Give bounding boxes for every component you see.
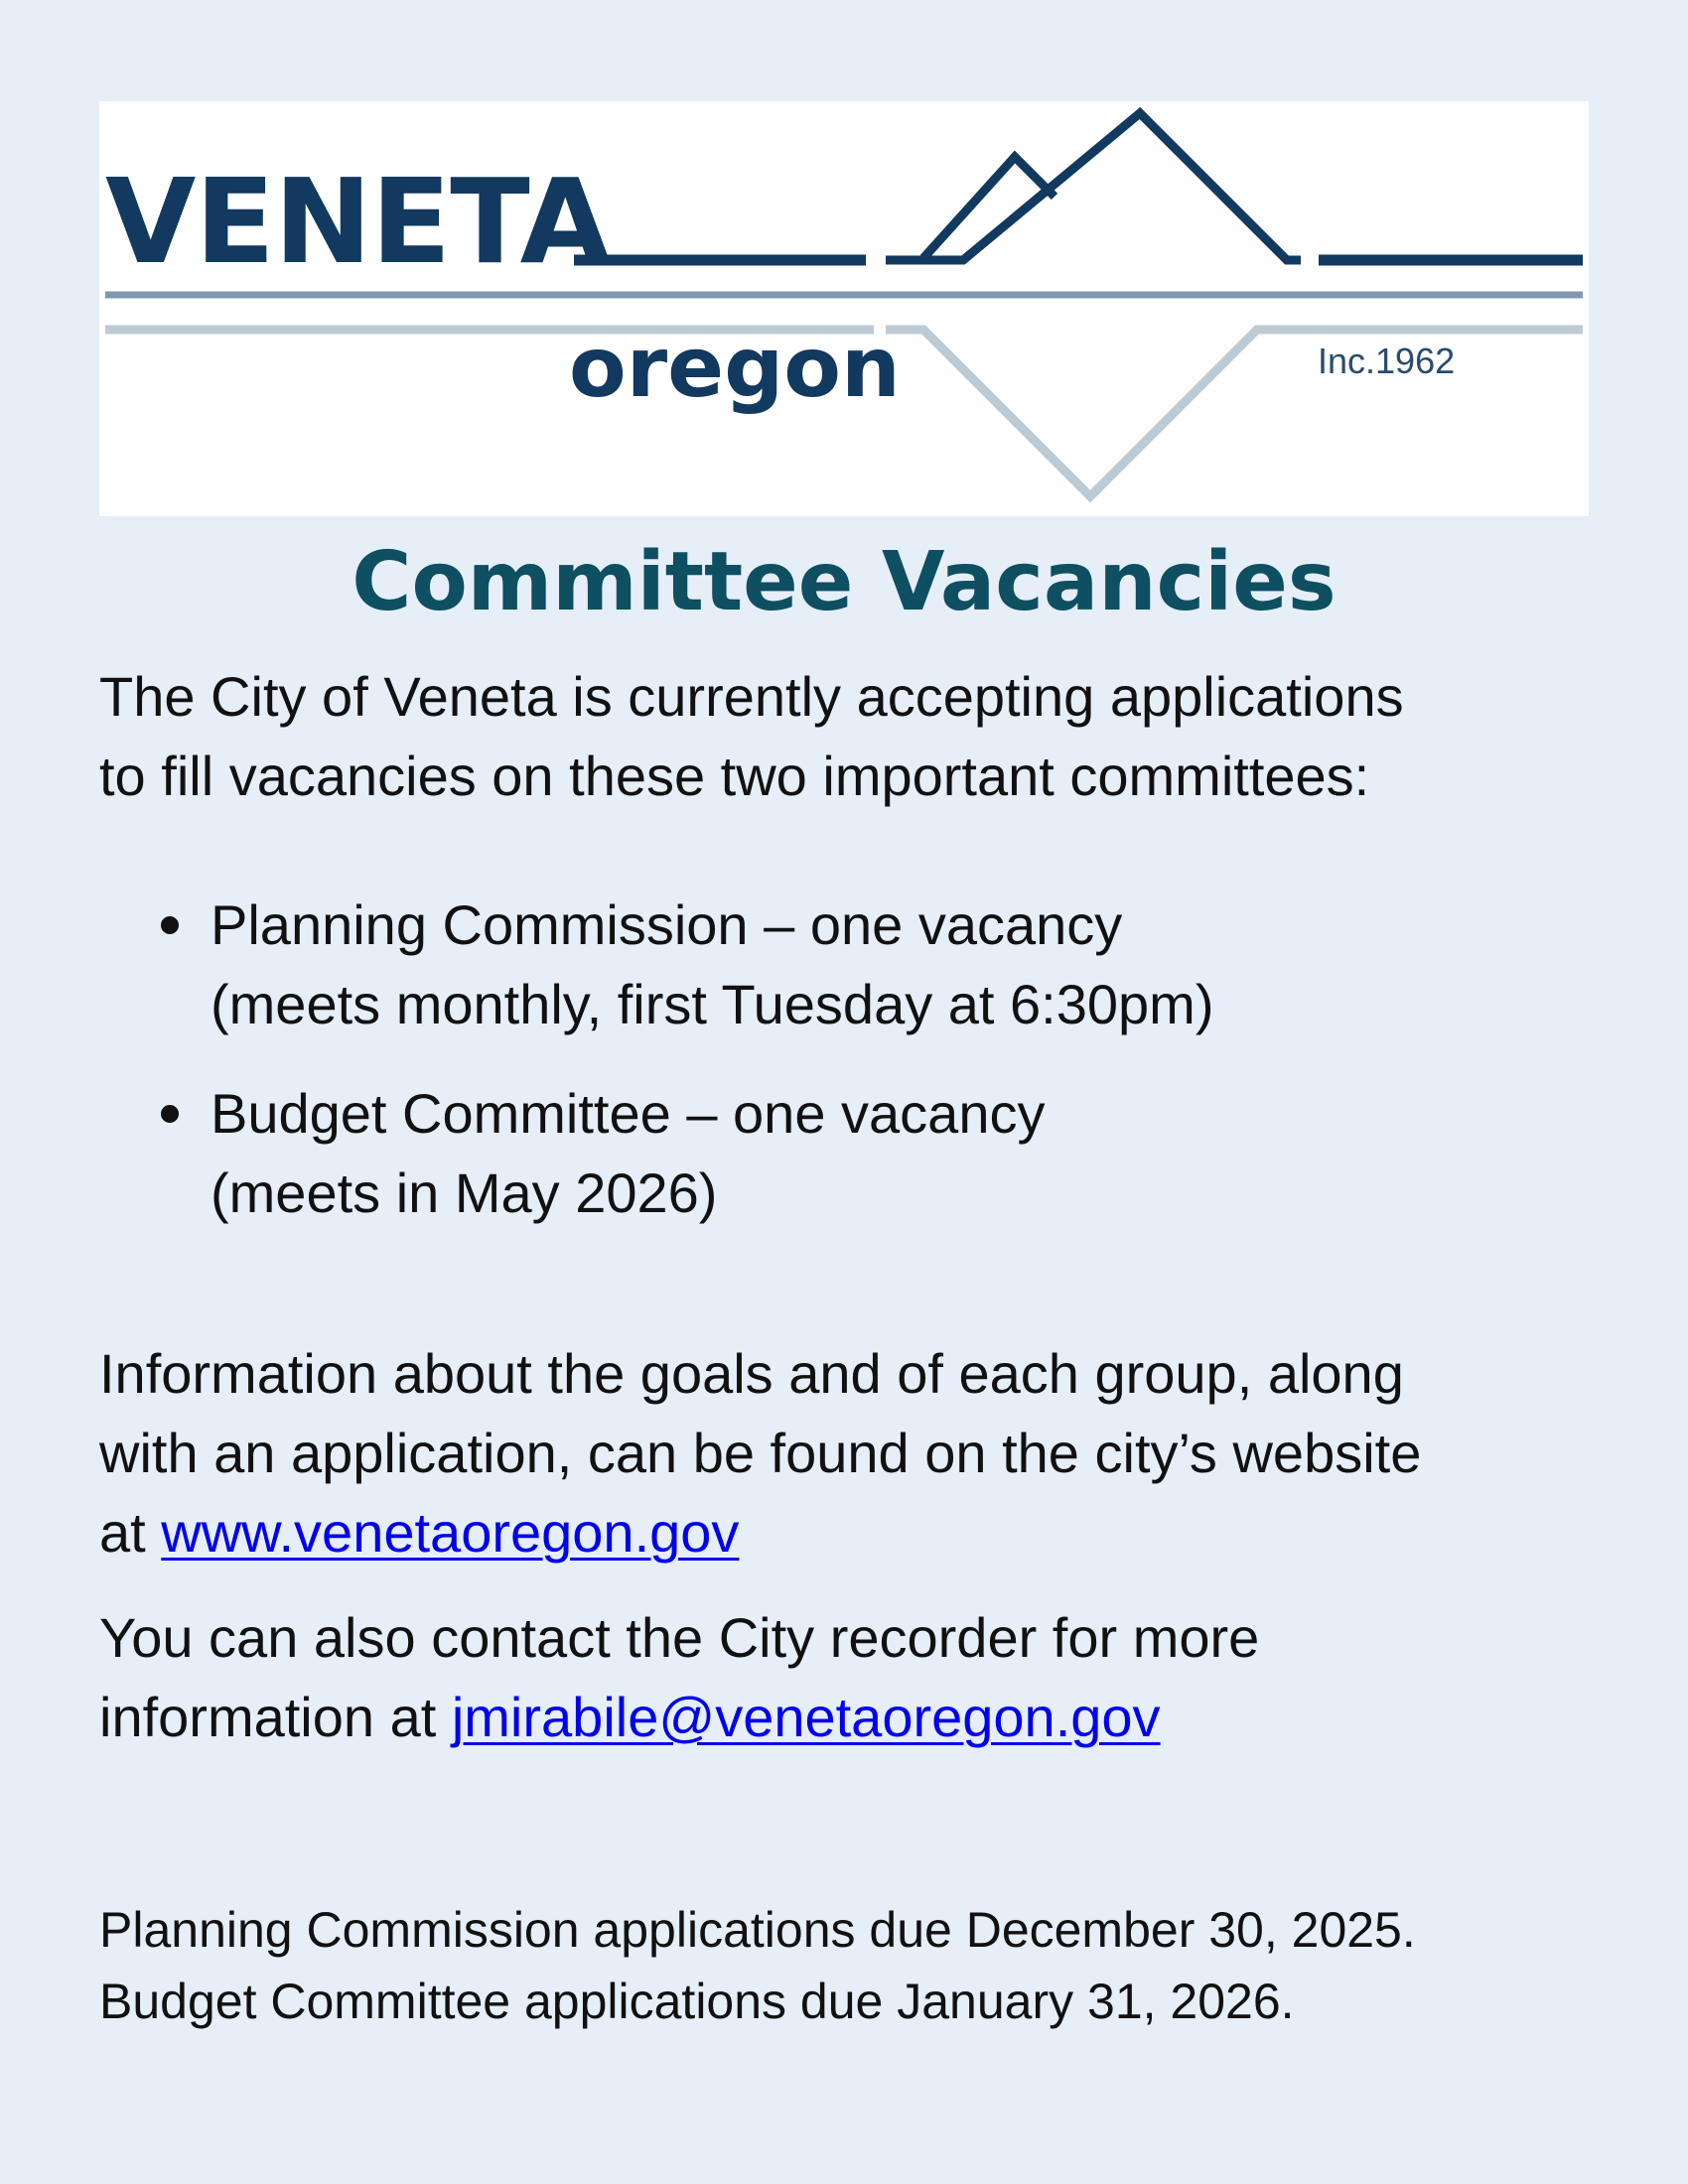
mountain-large-icon [886,113,1301,260]
bullet-icon [161,916,179,934]
info-paragraph [99,1334,1609,1572]
info-line: Information about the goals and of each group, along [99,1342,1404,1405]
email-link[interactable]: jmirabile@venetaoregon.gov [451,1686,1161,1748]
page-title: Committee Vacancies [352,535,1336,629]
intro-line: The City of Veneta is currently accepting applications [99,665,1404,728]
website-link[interactable]: www.venetaoregon.gov [161,1501,740,1564]
committee-list [99,886,1609,1263]
committee-schedule: (meets monthly, first Tuesday at 6:30pm) [211,973,1214,1035]
logo-wordmark: VENETA [105,153,610,290]
mountain-reflection-icon [886,330,1291,496]
committee-name: Planning Commission – one vacancy [211,893,1123,956]
list-item [99,886,1609,1044]
contact-paragraph [99,1598,1609,1757]
logo-state: oregon [569,319,901,416]
bullet-icon [161,1105,179,1123]
city-logo [99,101,1589,516]
committee-schedule: (meets in May 2026) [211,1161,718,1224]
contact-line-prefix: information at [99,1686,452,1748]
intro-line: to fill vacancies on these two important committees: [99,745,1370,807]
deadline-budget: Budget Committee applications due January 31, 2026. [99,1974,1295,2029]
logo-incorporated: Inc.1962 [1318,341,1456,381]
info-line-prefix: at [99,1501,162,1564]
committee-name: Budget Committee – one vacancy [211,1082,1046,1145]
contact-line: You can also contact the City recorder for more [99,1606,1260,1669]
deadline-planning: Planning Commission applications due December 30, 2025. [99,1902,1416,1958]
info-line: with an application, can be found on the city’s website [99,1422,1422,1484]
list-item [99,1074,1609,1233]
intro-paragraph [99,657,1609,816]
